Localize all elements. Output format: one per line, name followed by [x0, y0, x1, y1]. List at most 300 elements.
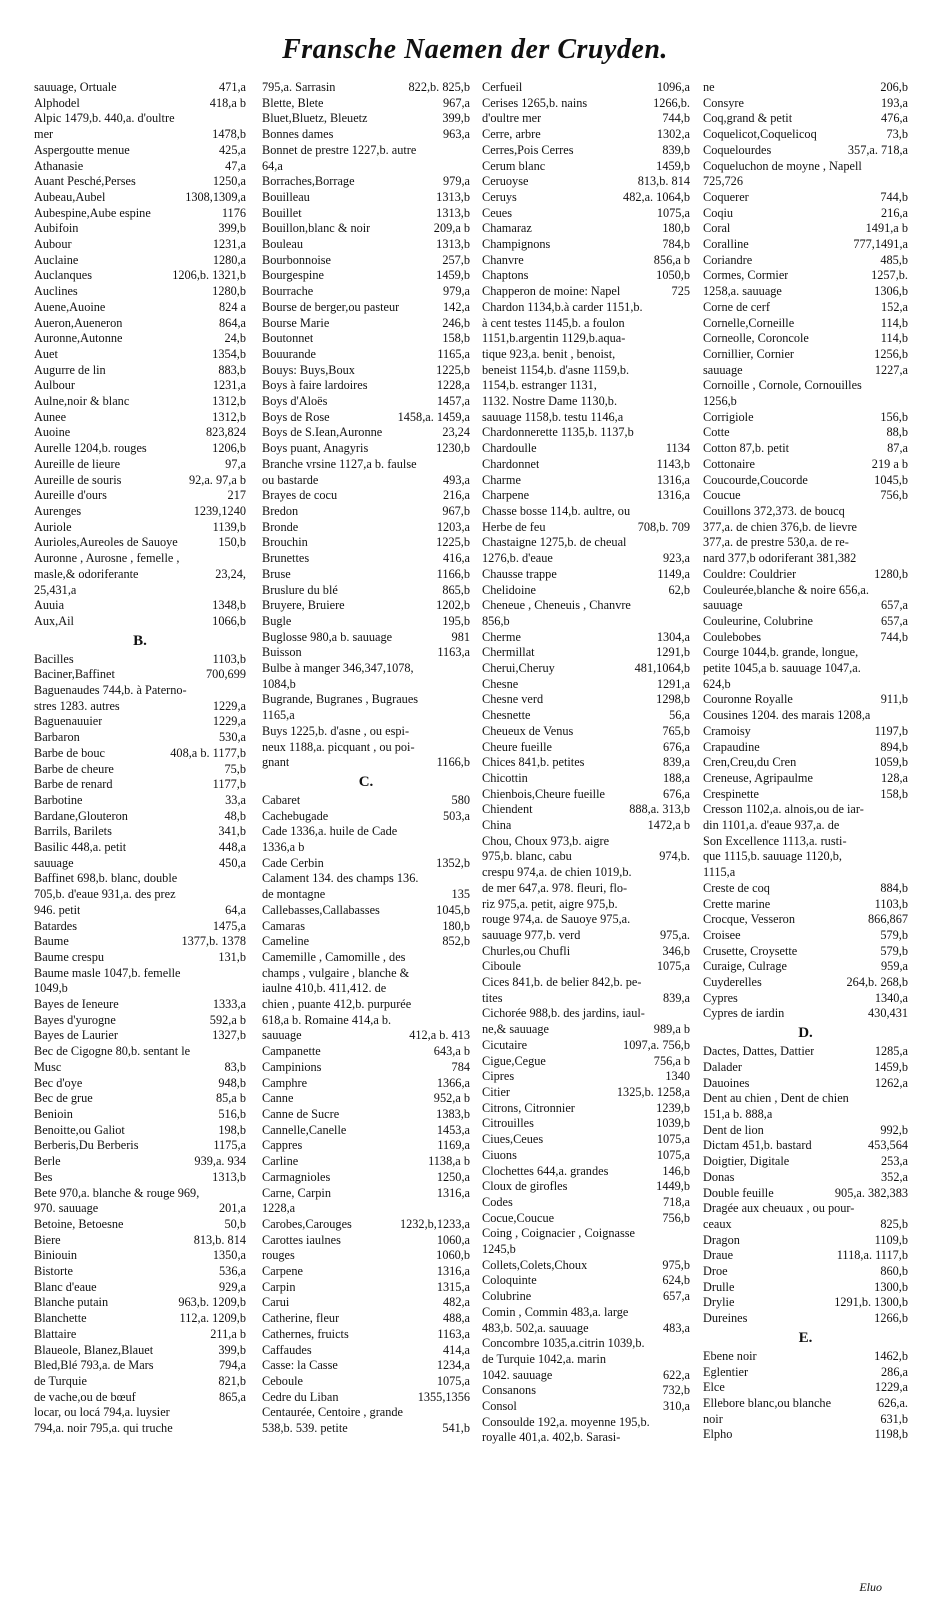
index-entry — [262, 127, 470, 143]
entry-page-ref: 1231,a — [212, 237, 246, 252]
index-entry — [482, 1289, 690, 1305]
entry-term: Blette, Blete — [262, 95, 324, 110]
index-entry — [262, 755, 470, 771]
entry-page-ref: 948,b — [218, 1075, 246, 1090]
entry-term: Buglosse 980,a b. sauuage — [262, 629, 393, 644]
index-entry — [482, 614, 690, 630]
entry-term: Campanette — [262, 1044, 321, 1059]
index-entry — [703, 849, 908, 865]
entry-page-ref: 1060,b — [436, 1248, 470, 1263]
entry-page-ref: 114,b — [880, 315, 908, 330]
entry-page-ref: 158,b — [442, 331, 470, 346]
entry-term: Canne — [262, 1091, 294, 1106]
entry-page-ref: 784 — [451, 1059, 470, 1074]
index-entry — [262, 174, 470, 190]
index-entry — [262, 1013, 470, 1029]
entry-page-ref: 23,24 — [442, 425, 470, 440]
index-entry — [703, 253, 908, 269]
entry-term: Bredon — [262, 503, 299, 518]
entry-page-ref: 1118,a. 1117,b — [836, 1248, 908, 1263]
entry-term: Bec de grue — [34, 1091, 93, 1106]
index-entry — [482, 520, 690, 536]
entry-term: neux 1188,a. picquant , ou poi- — [262, 739, 415, 754]
index-entry — [482, 1148, 690, 1164]
index-entry — [262, 630, 470, 646]
entry-page-ref: 1175,a — [213, 1138, 246, 1153]
index-entry — [34, 1044, 246, 1060]
index-entry — [703, 1201, 908, 1217]
section-letter: D. — [798, 1025, 813, 1042]
index-entry — [262, 425, 470, 441]
index-entry — [482, 441, 690, 457]
entry-term: Coquelourdes — [703, 142, 772, 157]
index-entry — [262, 96, 470, 112]
entry-page-ref: 1176 — [221, 205, 246, 220]
entry-term: Donas — [703, 1169, 735, 1184]
index-entry — [262, 677, 470, 693]
index-entry — [703, 206, 908, 222]
entry-term: de Turquie — [34, 1373, 87, 1388]
entry-page-ref: 310,a — [663, 1399, 690, 1414]
entry-term: Bourse de berger,ou pasteur — [262, 299, 400, 314]
entry-term: Coloquinte — [482, 1273, 537, 1288]
index-entry — [703, 724, 908, 740]
entry-term: Barbe de renard — [34, 777, 113, 792]
index-column-1 — [34, 80, 246, 1437]
index-entry — [482, 583, 690, 599]
entry-term: Cherme — [482, 629, 521, 644]
index-entry — [34, 535, 246, 551]
index-entry — [34, 1217, 246, 1233]
index-entry — [482, 818, 690, 834]
entry-page-ref: 967,a — [443, 95, 470, 110]
entry-term: Caffaudes — [262, 1342, 312, 1357]
index-entry — [703, 1412, 908, 1428]
entry-term: Coral — [703, 221, 731, 236]
entry-page-ref: 476,a — [881, 111, 908, 126]
entry-page-ref: 1229,a — [874, 1380, 908, 1395]
entry-term: Crusette, Croysette — [703, 943, 798, 958]
entry-page-ref: 1257,b. — [871, 268, 908, 283]
entry-term: Auriole — [34, 519, 72, 534]
entry-term: Barrils, Barilets — [34, 824, 112, 839]
entry-term: Cameline — [262, 934, 310, 949]
index-entry — [262, 1186, 470, 1202]
entry-page-ref: 1478,b — [212, 127, 246, 142]
entry-page-ref: 1449,b — [656, 1179, 690, 1194]
index-entry — [482, 504, 690, 520]
index-entry — [34, 1280, 246, 1296]
entry-term: Buys 1225,b. d'asne , ou espi- — [262, 723, 410, 738]
index-entry — [262, 1123, 470, 1139]
entry-term: Carobes,Carouges — [262, 1216, 352, 1231]
entry-term: Elce — [703, 1380, 725, 1395]
index-entry — [482, 1195, 690, 1211]
entry-page-ref: 357,a. 718,a — [847, 142, 908, 157]
entry-term: Aubour — [34, 237, 72, 252]
entry-page-ref: 1109,b — [874, 1232, 908, 1247]
entry-term: Dalader — [703, 1059, 742, 1074]
index-entry — [703, 708, 908, 724]
entry-term: Dureines — [703, 1311, 748, 1326]
index-entry — [262, 80, 470, 96]
entry-page-ref: 50,b — [224, 1216, 246, 1231]
entry-page-ref: 700,699 — [206, 667, 246, 682]
entry-page-ref: 131,b — [218, 949, 246, 964]
page-title: Fransche Naemen der Cruyden. — [282, 34, 668, 65]
entry-term: Baciner,Baffinet — [34, 667, 115, 682]
entry-term: Coquelicot,Coquelicoq — [703, 127, 817, 142]
entry-term: ne,& sauuage — [482, 1022, 549, 1037]
index-entry — [262, 1138, 470, 1154]
entry-term: 618,a b. Romaine 414,a b. — [262, 1012, 392, 1027]
entry-term: d'oultre mer — [482, 111, 542, 126]
entry-term: 1132. Nostre Dame 1130,b. — [482, 394, 618, 409]
entry-page-ref: 963,b. 1209,b — [178, 1295, 246, 1310]
index-entry — [482, 740, 690, 756]
index-entry — [262, 997, 470, 1013]
entry-term: Bugrande, Bugranes , Bugraues — [262, 692, 419, 707]
entry-term: 795,a. Sarrasin — [262, 80, 336, 94]
index-entry — [482, 1179, 690, 1195]
entry-term: Chesnette — [482, 708, 531, 723]
index-entry — [482, 1305, 690, 1321]
entry-page-ref: 180,b — [442, 918, 470, 933]
entry-term: Bayes de Ieneure — [34, 997, 119, 1012]
entry-term: 624,b — [703, 676, 731, 691]
entry-page-ref: 92,a. 97,a b — [188, 472, 246, 487]
entry-page-ref: 1315,a — [436, 1279, 470, 1294]
entry-page-ref: 1316,a — [436, 1185, 470, 1200]
entry-term: 1165,a — [262, 708, 295, 723]
entry-page-ref: 823,824 — [206, 425, 246, 440]
entry-term: Aubifoin — [34, 221, 79, 236]
index-entry — [34, 300, 246, 316]
index-entry — [34, 190, 246, 206]
entry-term: Auoine — [34, 425, 71, 440]
index-entry — [703, 1295, 908, 1311]
entry-term: Cypres — [703, 990, 738, 1005]
index-entry — [262, 1217, 470, 1233]
index-entry — [703, 300, 908, 316]
index-entry — [703, 111, 908, 127]
index-entry — [34, 1327, 246, 1343]
entry-term: Blaueole, Blanez,Blauet — [34, 1342, 154, 1357]
entry-page-ref: 1256,b — [874, 346, 908, 361]
index-entry — [703, 1154, 908, 1170]
entry-term: Aurioles,Aureoles de Sauoye — [34, 535, 178, 550]
index-entry — [482, 206, 690, 222]
index-entry — [482, 1430, 690, 1446]
entry-term: Chou, Choux 973,b. aigre — [482, 833, 610, 848]
entry-page-ref: 1139,b — [212, 519, 246, 534]
index-entry — [703, 802, 908, 818]
index-entry — [262, 221, 470, 237]
entry-page-ref: 979,a — [443, 174, 470, 189]
entry-term: Bugle — [262, 613, 292, 628]
index-entry — [262, 840, 470, 856]
index-entry — [703, 441, 908, 457]
index-entry — [482, 1383, 690, 1399]
entry-term: 856,b — [482, 613, 510, 628]
entry-page-ref: 1096,a — [656, 80, 690, 94]
entry-page-ref: 592,a b — [209, 1012, 246, 1027]
index-entry — [262, 583, 470, 599]
entry-page-ref: 1103,b — [212, 651, 246, 666]
index-entry — [34, 1138, 246, 1154]
index-entry — [34, 1374, 246, 1390]
entry-page-ref: 1458,a. 1459,a — [397, 409, 470, 424]
index-entry — [34, 1076, 246, 1092]
section-letter: C. — [358, 773, 374, 790]
entry-page-ref: 1266,b. — [653, 95, 690, 110]
entry-page-ref: 905,a. 382,383 — [834, 1185, 908, 1200]
index-entry — [482, 944, 690, 960]
entry-page-ref: 73,b — [886, 127, 908, 142]
entry-page-ref: 1453,a — [436, 1122, 470, 1137]
index-entry — [34, 1343, 246, 1359]
entry-term: Barbe de bouc — [34, 745, 106, 760]
entry-term: de vache,ou de bœuf — [34, 1389, 136, 1404]
entry-term: Bulbe à manger 346,347,1078, — [262, 661, 414, 676]
index-entry — [482, 80, 690, 96]
entry-page-ref: 884,b — [880, 880, 908, 895]
entry-page-ref: 624,b — [662, 1273, 690, 1288]
entry-term: Bourrache — [262, 284, 314, 299]
entry-page-ref: 216,a — [443, 488, 470, 503]
entry-term: Musc — [34, 1059, 62, 1074]
entry-page-ref: 1075,a — [656, 205, 690, 220]
entry-page-ref: 784,b — [662, 237, 690, 252]
index-entry — [34, 950, 246, 966]
entry-term: Cocue,Coucue — [482, 1210, 555, 1225]
index-entry — [703, 1233, 908, 1249]
index-entry — [703, 143, 908, 159]
entry-page-ref: 83,b — [224, 1059, 246, 1074]
index-entry — [262, 253, 470, 269]
index-entry — [262, 1374, 470, 1390]
index-entry — [262, 645, 470, 661]
entry-term: Codes — [482, 1194, 513, 1209]
entry-page-ref: 756,b — [880, 488, 908, 503]
entry-term: locar, ou locá 794,a. luysier — [34, 1405, 170, 1420]
index-entry — [482, 1399, 690, 1415]
entry-page-ref: 929,a — [219, 1279, 246, 1294]
entry-term: Dent de lion — [703, 1122, 764, 1137]
entry-term: Basilic 448,a. petit — [34, 840, 127, 855]
entry-term: Ciuons — [482, 1147, 517, 1162]
entry-term: Auant Pesché,Perses — [34, 174, 136, 189]
entry-term: Couronne Royalle — [703, 692, 793, 707]
entry-page-ref: 1348,b — [212, 598, 246, 613]
entry-page-ref: 1169,a — [437, 1138, 470, 1153]
entry-page-ref: 135 — [451, 887, 470, 902]
index-entry — [34, 762, 246, 778]
index-entry — [703, 347, 908, 363]
entry-page-ref: 1050,b — [656, 268, 690, 283]
entry-term: Bled,Blé 793,a. de Mars — [34, 1358, 154, 1373]
index-entry — [34, 683, 246, 699]
index-entry — [34, 237, 246, 253]
entry-page-ref: 911,b — [880, 692, 908, 707]
entry-term: Carline — [262, 1154, 299, 1169]
entry-page-ref: 1350,a — [212, 1248, 246, 1263]
entry-page-ref: 657,a — [881, 613, 908, 628]
index-entry — [703, 1217, 908, 1233]
entry-term: royalle 401,a. 402,b. Sarasi- — [482, 1430, 621, 1445]
entry-term: Coriandre — [703, 252, 753, 267]
entry-page-ref: 1472,a b — [647, 818, 690, 833]
entry-term: Cheure fueille — [482, 739, 552, 754]
index-entry — [262, 504, 470, 520]
entry-term: crespu 974,a. de chien 1019,b. — [482, 865, 632, 880]
entry-page-ref: 888,a. 313,b — [629, 802, 690, 817]
entry-term: Aubespine,Aube espine — [34, 205, 151, 220]
entry-term: Calament 134. des champs 136. — [262, 871, 419, 886]
entry-term: Camphre — [262, 1075, 308, 1090]
entry-term: Drylie — [703, 1295, 735, 1310]
entry-term: ou bastarde — [262, 472, 319, 487]
entry-page-ref: 346,b — [662, 943, 690, 958]
entry-page-ref: 744,b — [880, 629, 908, 644]
entry-term: Brunettes — [262, 551, 310, 566]
entry-page-ref: 1313,b — [436, 205, 470, 220]
entry-term: Chardoulle — [482, 441, 537, 456]
entry-term: 975,b. blanc, cabu — [482, 849, 572, 864]
entry-page-ref: 416,a — [443, 551, 470, 566]
entry-page-ref: 839,a — [663, 755, 690, 770]
entry-term: Baume crespu — [34, 949, 104, 964]
entry-page-ref: 732,b — [662, 1383, 690, 1398]
index-entry — [703, 331, 908, 347]
entry-term: Baume masle 1047,b. femelle — [34, 965, 181, 980]
index-entry — [703, 1107, 908, 1123]
entry-term: sauuage — [262, 1028, 302, 1043]
index-entry — [34, 284, 246, 300]
entry-page-ref: 1291,a — [656, 676, 690, 691]
entry-term: Couillons 372,373. de boucq — [703, 503, 845, 518]
index-entry — [703, 614, 908, 630]
index-entry — [262, 284, 470, 300]
entry-page-ref: 482,a — [443, 1295, 470, 1310]
index-entry — [34, 667, 246, 683]
index-entry — [34, 1154, 246, 1170]
entry-page-ref: 975,a. — [659, 927, 690, 942]
entry-page-ref: 1352,b — [436, 855, 470, 870]
entry-term: Crapaudine — [703, 739, 760, 754]
index-entry — [34, 966, 246, 982]
entry-term: Bes — [34, 1169, 53, 1184]
entry-page-ref: 488,a — [443, 1311, 470, 1326]
entry-term: Bouillet — [262, 205, 302, 220]
index-entry — [703, 959, 908, 975]
index-entry — [482, 598, 690, 614]
entry-term: Ceboule — [262, 1373, 303, 1388]
index-entry — [703, 928, 908, 944]
entry-term: Benoitte,ou Galiot — [34, 1122, 125, 1137]
entry-page-ref: 1149,a — [657, 566, 690, 581]
entry-term: Aulne,noir & blanc — [34, 394, 130, 409]
entry-page-ref: 981 — [451, 629, 470, 644]
entry-term: Berberis,Du Berberis — [34, 1138, 139, 1153]
entry-term: Ceruys — [482, 189, 517, 204]
entry-term: Champignons — [482, 237, 551, 252]
index-entry — [482, 159, 690, 175]
index-entry — [703, 834, 908, 850]
entry-page-ref: 399,b — [218, 221, 246, 236]
entry-page-ref: 1327,b — [212, 1028, 246, 1043]
index-entry — [482, 1054, 690, 1070]
index-entry — [34, 652, 246, 668]
entry-page-ref: 864,a — [219, 315, 246, 330]
index-entry — [34, 473, 246, 489]
index-entry — [482, 1415, 690, 1431]
index-entry — [34, 268, 246, 284]
entry-term: Barbe de cheure — [34, 761, 114, 776]
entry-term: Cerre, arbre — [482, 127, 541, 142]
entry-page-ref: 923,a — [663, 551, 690, 566]
index-entry — [34, 981, 246, 997]
entry-page-ref: 114,b — [880, 331, 908, 346]
index-entry — [703, 567, 908, 583]
entry-page-ref: 1229,a — [212, 698, 246, 713]
index-entry — [262, 1405, 470, 1421]
entry-term: Doigtier, Digitale — [703, 1154, 790, 1169]
entry-page-ref: 217 — [227, 488, 246, 503]
entry-term: Citrons, Citronnier — [482, 1100, 575, 1115]
index-entry — [34, 1264, 246, 1280]
entry-term: Chiendent — [482, 802, 533, 817]
entry-term: Dragon — [703, 1232, 740, 1247]
entry-term: Crette marine — [703, 896, 771, 911]
index-entry — [34, 793, 246, 809]
entry-page-ref: 765,b — [662, 723, 690, 738]
entry-page-ref: 1234,a — [436, 1358, 470, 1373]
index-entry — [34, 425, 246, 441]
entry-page-ref: 1298,b — [656, 692, 690, 707]
index-entry — [482, 865, 690, 881]
index-entry — [262, 1280, 470, 1296]
index-entry — [703, 520, 908, 536]
index-entry — [262, 1233, 470, 1249]
entry-term: Boys de Rose — [262, 409, 330, 424]
entry-page-ref: 1304,a — [656, 629, 690, 644]
entry-term: sauuage 1158,b. testu 1146,a — [482, 409, 624, 424]
index-entry — [34, 127, 246, 143]
index-entry — [482, 645, 690, 661]
index-entry — [34, 934, 246, 950]
entry-page-ref: 1302,a — [656, 127, 690, 142]
entry-term: Blanchette — [34, 1311, 87, 1326]
entry-page-ref: 631,b — [880, 1411, 908, 1426]
entry-page-ref: 824 a — [219, 299, 246, 314]
entry-term: Baume — [34, 934, 69, 949]
index-entry — [482, 567, 690, 583]
entry-page-ref: 286,a — [881, 1364, 908, 1379]
entry-term: Cabaret — [262, 792, 301, 807]
entry-page-ref: 87,a — [887, 441, 908, 456]
entry-page-ref: 493,a — [443, 472, 470, 487]
entry-page-ref: 399,b — [442, 111, 470, 126]
entry-term: Creneuse, Agripaulme — [703, 770, 813, 785]
index-entry — [482, 1321, 690, 1337]
entry-term: Bonnes dames — [262, 127, 334, 142]
entry-term: Bronde — [262, 519, 299, 534]
index-entry — [34, 887, 246, 903]
entry-term: Carpin — [262, 1279, 296, 1294]
entry-term: Cerres,Pois Cerres — [482, 142, 574, 157]
entry-page-ref: 1300,b — [874, 1279, 908, 1294]
